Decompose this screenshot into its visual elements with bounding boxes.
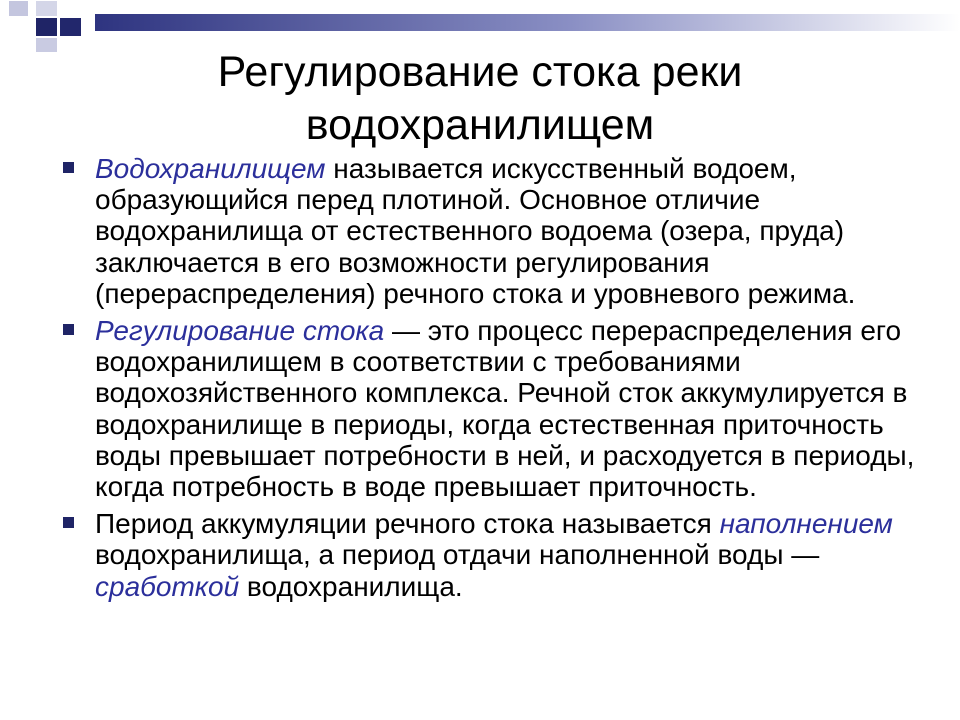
bullet-item <box>60 153 920 309</box>
slide-title <box>110 46 850 152</box>
decor-square <box>9 1 28 16</box>
decor-square <box>36 1 57 16</box>
bullet-text: называется искусственный водоем, образующийся перед плотиной. Основное отличие водохранилища от естественного водоема (озера, пруда) заключается в его возможности регулирования (перераспределения) речного стока и уровневого режима. <box>95 153 856 309</box>
square-bullet-icon <box>63 162 74 173</box>
bullet-text: водохранилища. <box>239 570 463 602</box>
bullet-item <box>60 315 920 502</box>
bullet-text: Период аккумуляции речного стока называется <box>95 508 720 540</box>
bullet-item <box>60 508 920 602</box>
slide-title-line1: Регулирование стока реки <box>217 48 743 96</box>
square-bullet-icon <box>63 324 74 335</box>
term-drawdown: сработкой <box>95 570 240 602</box>
decor-square <box>36 18 57 36</box>
term-reservoir: Водохранилищем <box>95 153 326 184</box>
decor-square <box>36 38 57 52</box>
square-bullet-icon <box>63 517 74 528</box>
slide-title-line2: водохранилищем <box>305 101 655 149</box>
term-flow-regulation: Регулирование стока <box>95 315 385 347</box>
term-filling: наполнением <box>719 508 893 540</box>
header-gradient-bar <box>95 14 960 31</box>
bullet-text: — это процесс перераспределения его водохранилищем в соответствии с требованиями водохозяйственного комплекса. Речной сток аккумулируется в водохранилище в периоды, когда естественная приточность воды превышает потребности в ней, и расходуется в периоды, когда потребность в воде превышает приточность. <box>95 315 915 503</box>
bullet-list <box>60 153 920 608</box>
decor-square <box>60 18 81 36</box>
bullet-text: водохранилища, а период отдачи наполненной воды — <box>95 539 820 571</box>
